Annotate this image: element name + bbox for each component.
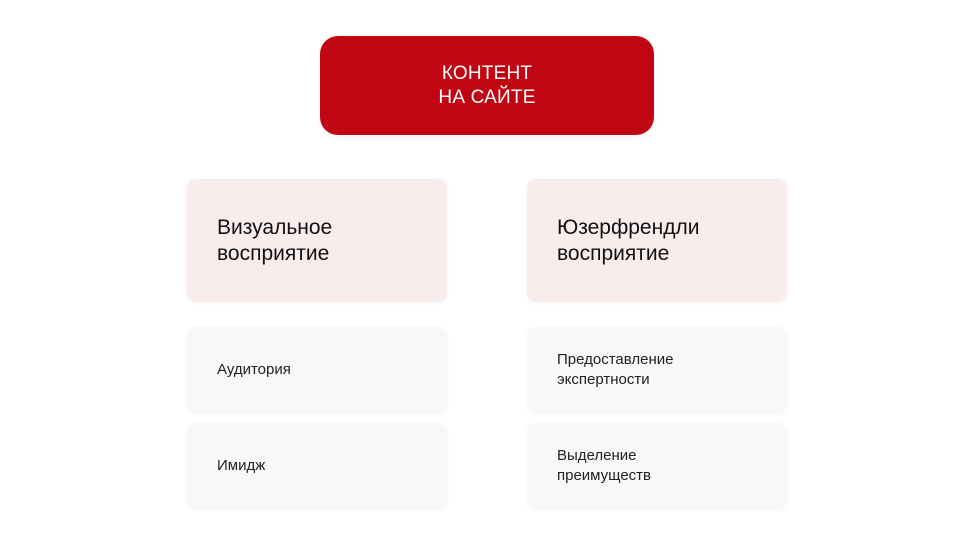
header-card-userfriendly-perception <box>527 179 787 302</box>
item-card-label-line-1: Выделение <box>557 446 637 464</box>
header-card-label-line-2: восприятие <box>217 241 330 265</box>
item-card-label <box>217 456 265 476</box>
item-card-label-line-2: экспертности <box>557 370 650 388</box>
item-card-label <box>557 350 674 390</box>
header-card-label <box>557 215 699 267</box>
item-card-label-line-1: Имидж <box>217 456 266 474</box>
header-card-label <box>217 215 332 267</box>
header-card-label-line-1: Визуальное <box>217 215 333 239</box>
item-card-audience <box>187 327 447 412</box>
item-card-label <box>217 360 291 380</box>
item-card-advantages <box>527 423 787 508</box>
root-node-label-line-2: НА САЙТЕ <box>438 86 536 108</box>
root-node-label-line-1: КОНТЕНТ <box>441 62 533 84</box>
item-card-label <box>557 446 651 486</box>
item-card-expertise <box>527 327 787 412</box>
item-card-label-line-2: преимуществ <box>557 466 652 484</box>
header-card-label-line-2: восприятие <box>557 241 670 265</box>
root-node-label <box>438 62 535 110</box>
item-card-label-line-1: Аудитория <box>217 360 291 378</box>
header-card-visual-perception <box>187 179 447 302</box>
item-card-label-line-1: Предоставление <box>557 350 674 368</box>
item-card-image <box>187 423 447 508</box>
header-card-label-line-1: Юзерфрендли <box>557 215 700 239</box>
root-node-content-on-site <box>320 36 654 135</box>
